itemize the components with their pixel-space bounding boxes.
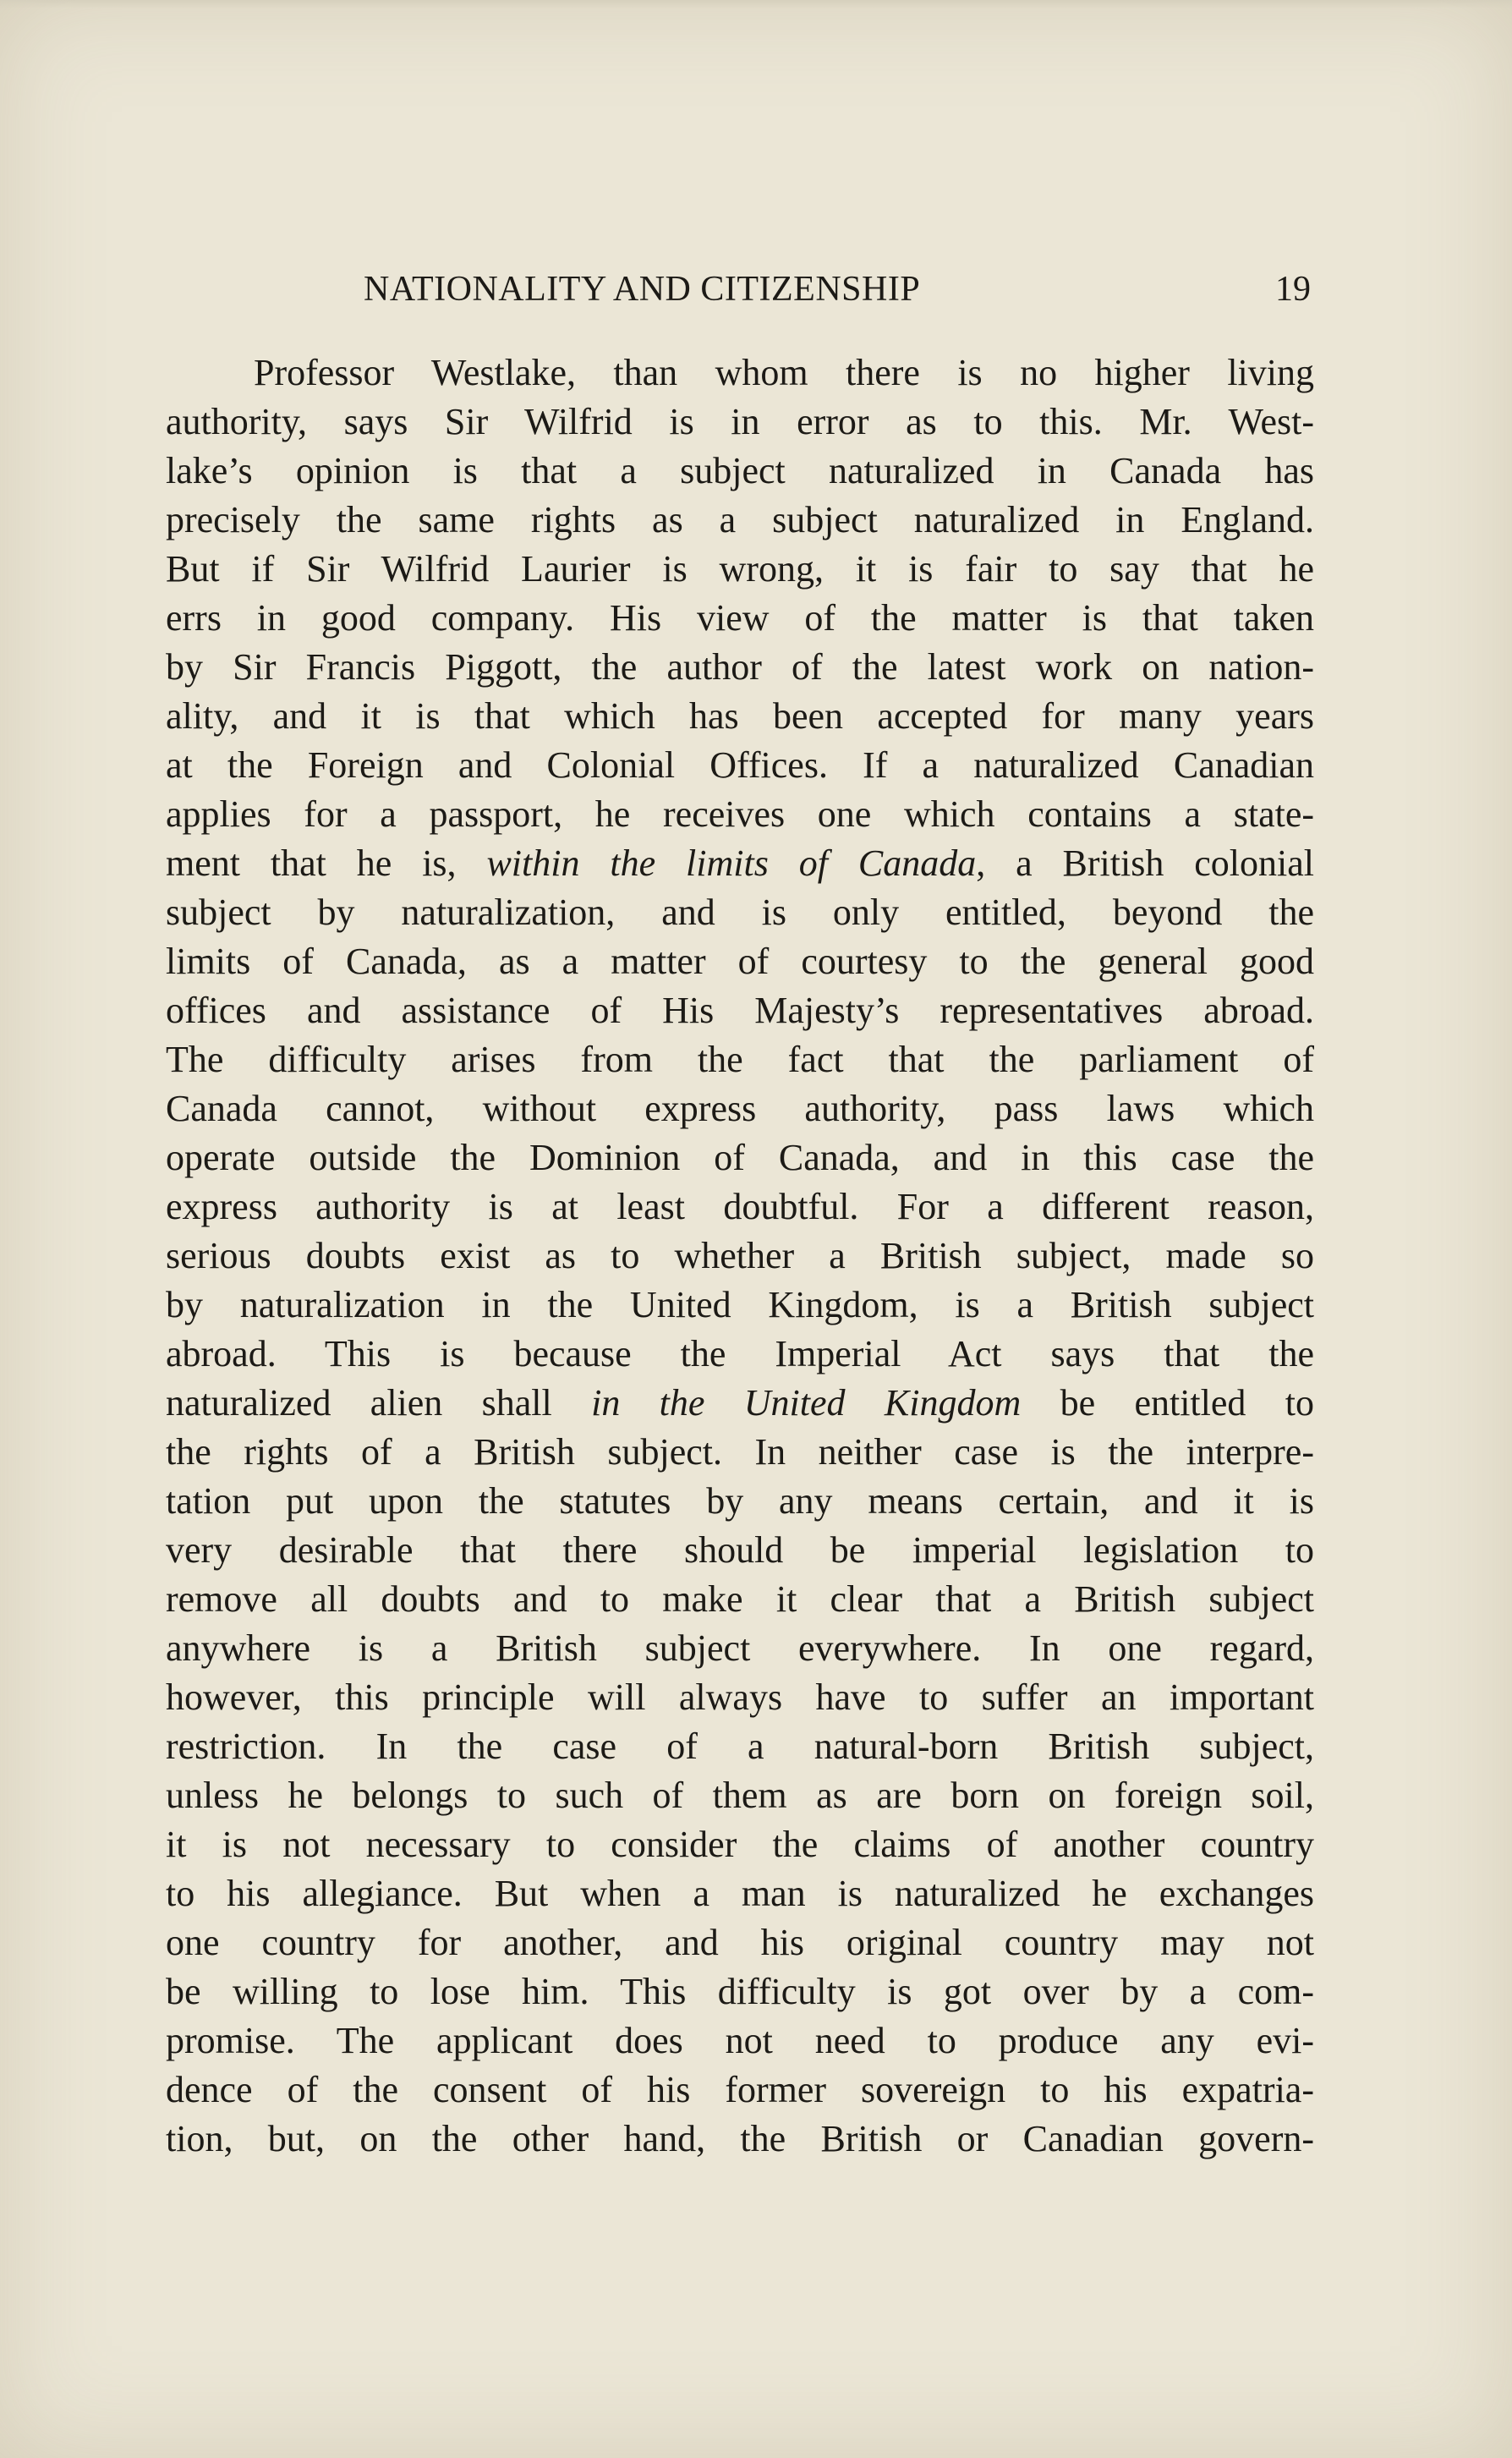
body-text: [166, 348, 1314, 2164]
text-line: subject by naturalization, and is only entitled, beyond the: [166, 892, 1314, 933]
text-line: by Sir Francis Piggott, the author of the latest work on nation-: [166, 646, 1314, 688]
running-head-title: NATIONALITY AND CITIZENSHIP: [364, 270, 921, 309]
text-line: ment that he is, within the limits of Canada, a British colonial: [166, 842, 1314, 884]
text-line: The difficulty arises from the fact that the parliament of: [166, 1039, 1314, 1080]
page-top-edge: [0, 0, 1512, 8]
text-line: Canada cannot, without express authority, pass laws which: [166, 1088, 1314, 1129]
italic-phrase: in the United Kingdom: [591, 1382, 1022, 1424]
text-line: dence of the consent of his former sovereign to his expatria-: [166, 2069, 1314, 2110]
italic-phrase: within the limits of Canada: [486, 842, 977, 884]
text-line: one country for another, and his original country may not: [166, 1922, 1314, 1963]
text-line: anywhere is a British subject everywhere. In one regard,: [166, 1627, 1314, 1669]
text-line: restriction. In the case of a natural-born British subject,: [166, 1726, 1314, 1767]
text-line: very desirable that there should be imperial legislation to: [166, 1529, 1314, 1571]
page-number: 19: [1275, 270, 1311, 309]
text-line: it is not necessary to consider the claims of another country: [166, 1824, 1314, 1865]
text-line: precisely the same rights as a subject naturalized in England.: [166, 499, 1314, 540]
text-line: tion, but, on the other hand, the British or Canadian govern-: [166, 2118, 1314, 2159]
running-head: [169, 264, 1311, 315]
text-line: authority, says Sir Wilfrid is in error as to this. Mr. West-: [166, 401, 1314, 442]
text-line: unless he belongs to such of them as are born on foreign soil,: [166, 1775, 1314, 1816]
text-line: ality, and it is that which has been accepted for many years: [166, 695, 1314, 737]
text-line: the rights of a British subject. In neither case is the interpre-: [166, 1431, 1314, 1473]
text-line: express authority is at least doubtful. For a different reason,: [166, 1186, 1314, 1227]
text-line: however, this principle will always have to suffer an important: [166, 1676, 1314, 1718]
text-line: to his allegiance. But when a man is naturalized he exchanges: [166, 1873, 1314, 1914]
text-line: at the Foreign and Colonial Offices. If a naturalized Canadian: [166, 744, 1314, 786]
text-line: operate outside the Dominion of Canada, and in this case the: [166, 1137, 1314, 1178]
text-line: abroad. This is because the Imperial Act says that the: [166, 1333, 1314, 1374]
text-line: serious doubts exist as to whether a British subject, made so: [166, 1235, 1314, 1276]
text-line: offices and assistance of His Majesty’s representatives abroad.: [166, 990, 1314, 1031]
text-line: promise. The applicant does not need to produce any evi-: [166, 2020, 1314, 2061]
text-line: naturalized alien shall in the United Kingdom be entitled to: [166, 1382, 1314, 1424]
text-line: remove all doubts and to make it clear that a British subject: [166, 1578, 1314, 1620]
text-line: be willing to lose him. This difficulty is got over by a com-: [166, 1971, 1314, 2012]
text-line: applies for a passport, he receives one which contains a state-: [166, 793, 1314, 835]
text-line: But if Sir Wilfrid Laurier is wrong, it is fair to say that he: [166, 548, 1314, 590]
text-line: Professor Westlake, than whom there is no higher living: [254, 352, 1314, 393]
text-line: errs in good company. His view of the matter is that taken: [166, 597, 1314, 639]
text-line: by naturalization in the United Kingdom, is a British subject: [166, 1284, 1314, 1325]
text-line: tation put upon the statutes by any means certain, and it is: [166, 1480, 1314, 1522]
text-line: limits of Canada, as a matter of courtesy to the general good: [166, 941, 1314, 982]
text-line: lake’s opinion is that a subject naturalized in Canada has: [166, 450, 1314, 491]
